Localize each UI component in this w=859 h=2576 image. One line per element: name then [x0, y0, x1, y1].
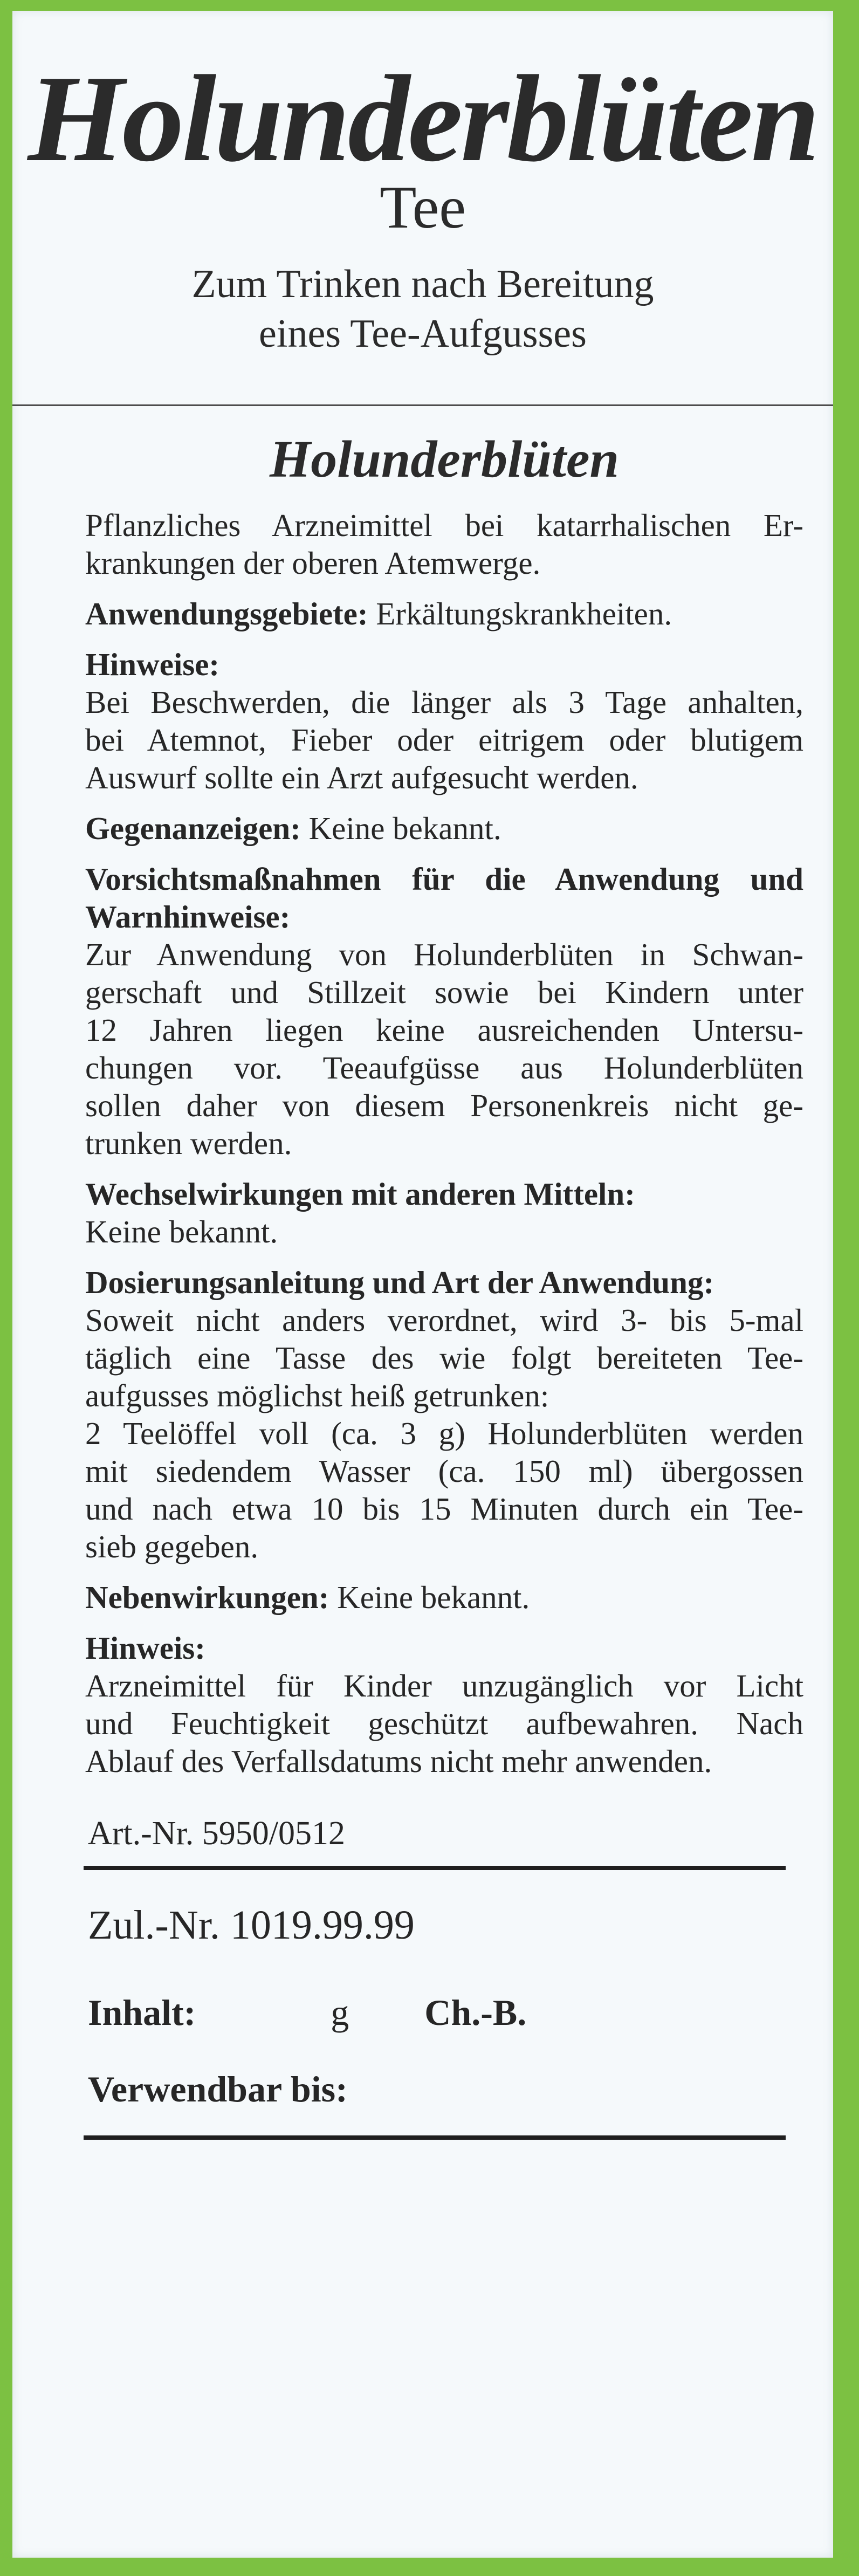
usage-subtitle: [12, 259, 833, 359]
section-title: Holunderblüten: [269, 430, 620, 489]
content-unit: g: [331, 1992, 349, 2033]
body-line: Arzneimittel für Kinder unzugänglich vor Licht: [85, 1668, 803, 1703]
body-line: Anwendungsgebiete: Erkältungskrankheiten.: [85, 596, 672, 631]
body-line: Auswurf sollte ein Arzt aufgesucht werden.: [85, 760, 638, 795]
body-line: Pflanzliches Arzneimittel bei katarrhalischen Er-: [85, 507, 803, 543]
product-title: Holunderblüten: [28, 50, 818, 187]
body-line: und nach etwa 10 bis 15 Minuten durch ein Tee-: [85, 1491, 803, 1527]
body-line: Vorsichtsmaßnahmen für die Anwendung und: [85, 861, 803, 897]
body-line: mit siedendem Wasser (ca. 150 ml) übergossen: [85, 1453, 803, 1489]
body-line: Zur Anwendung von Holunderblüten in Schwan-: [85, 937, 803, 972]
body-line: gerschaft und Stillzeit sowie bei Kindern unter: [85, 974, 803, 1010]
subtitle-line-1: Zum Trinken nach Bereitung: [191, 262, 654, 306]
body-line: Hinweise:: [85, 647, 220, 682]
body-line: Nebenwirkungen: Keine bekannt.: [85, 1579, 530, 1615]
body-line: täglich eine Tasse des wie folgt bereiteten Tee-: [85, 1340, 803, 1376]
footer-block: [88, 1815, 790, 2140]
subtitle-line-2: eines Tee-Aufgusses: [259, 312, 587, 356]
body-line: Wechselwirkungen mit anderen Mitteln:: [85, 1176, 635, 1212]
body-line: Dosierungsanleitung und Art der Anwendung:: [85, 1265, 714, 1300]
use-by-label: Verwendbar bis:: [88, 2069, 348, 2110]
body-line: trunken werden.: [85, 1125, 292, 1161]
body-line: Keine bekannt.: [85, 1214, 278, 1249]
section-divider-line: [12, 404, 833, 406]
body-line: chungen vor. Teeaufgüsse aus Holunderblüten: [85, 1050, 803, 1086]
body-line: und Feuchtigkeit geschützt aufbewahren. Nach: [85, 1706, 803, 1741]
body-line: Gegenanzeigen: Keine bekannt.: [85, 810, 501, 846]
body-line: 12 Jahren liegen keine ausreichenden Untersu-: [85, 1012, 803, 1048]
body-line: sieb gegeben.: [85, 1529, 259, 1564]
article-number: Art.-Nr. 5950/0512: [88, 1815, 346, 1852]
content-row: [88, 1992, 790, 2033]
body-lines: [85, 506, 803, 1780]
body-line: Hinweis:: [85, 1630, 205, 1666]
body-line: 2 Teelöffel voll (ca. 3 g) Holunderblüten werden: [85, 1416, 803, 1451]
product-type: Tee: [379, 174, 466, 241]
body-line: Warnhinweise:: [85, 899, 291, 935]
body-line: krankungen der oberen Atemwerge.: [85, 545, 541, 581]
footer-rule-2: [84, 2135, 786, 2140]
package-insert-text: [12, 430, 833, 1780]
body-line: Bei Beschwerden, die länger als 3 Tage anhalten,: [85, 684, 803, 720]
approval-number: Zul.-Nr. 1019.99.99: [88, 1902, 415, 1948]
body-line: sollen daher von diesem Personenkreis nicht ge-: [85, 1088, 803, 1123]
body-line: aufgusses möglichst heiß getrunken:: [85, 1378, 549, 1413]
body-line: Ablauf des Verfallsdatums nicht mehr anwenden.: [85, 1743, 712, 1779]
body-line: bei Atemnot, Fieber oder eitrigem oder blutigem: [85, 722, 803, 758]
body-line: Soweit nicht anders verordnet, wird 3- bis 5-mal: [85, 1302, 803, 1338]
batch-label: Ch.-B.: [424, 1992, 527, 2033]
masthead: [12, 11, 833, 359]
content-label: Inhalt:: [88, 1992, 196, 2033]
footer-rule-1: [84, 1866, 786, 1870]
tea-label: [12, 11, 833, 2558]
